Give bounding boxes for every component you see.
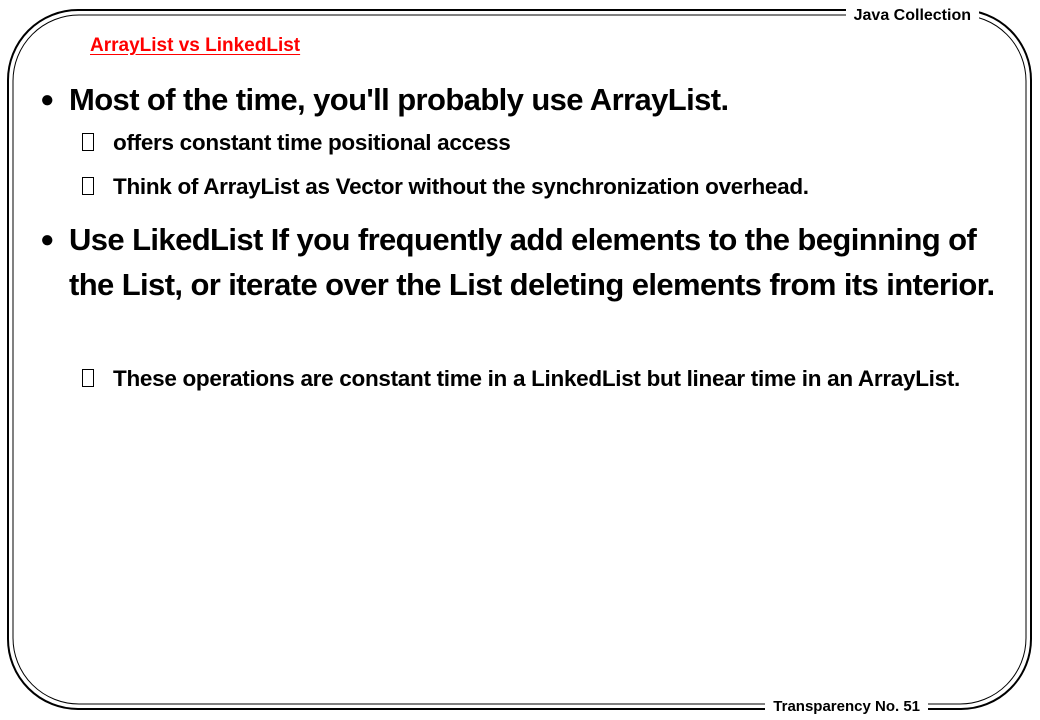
bullet-icon: ● xyxy=(40,86,54,113)
slide-title-link[interactable]: ArrayList vs LinkedList xyxy=(90,35,301,56)
square-bullet-icon xyxy=(82,369,94,387)
bullet-item xyxy=(36,77,996,122)
bullet-item xyxy=(36,217,996,307)
transparency-number: Transparency No. 51 xyxy=(765,697,928,717)
bullet-text: Most of the time, you'll probably use ArrayList. xyxy=(69,82,729,117)
sub-bullet-text: These operations are constant time in a LinkedList but linear time in an ArrayList. xyxy=(113,366,960,391)
sub-bullet-text: offers constant time positional access xyxy=(113,130,511,155)
sub-bullet-text: Think of ArrayList as Vector without the synchronization overhead. xyxy=(113,174,809,199)
square-bullet-icon xyxy=(82,177,94,195)
sub-bullet-item xyxy=(82,122,982,163)
bullet-text: Use LikedList If you frequently add elements to the beginning of the List, or iterate over the List deleting elements from its interior. xyxy=(69,222,995,302)
square-bullet-icon xyxy=(82,133,94,151)
sub-bullet-item xyxy=(82,358,982,399)
sub-bullet-item xyxy=(82,166,982,207)
course-header: Java Collection xyxy=(846,6,979,26)
bullet-icon: ● xyxy=(40,226,54,253)
